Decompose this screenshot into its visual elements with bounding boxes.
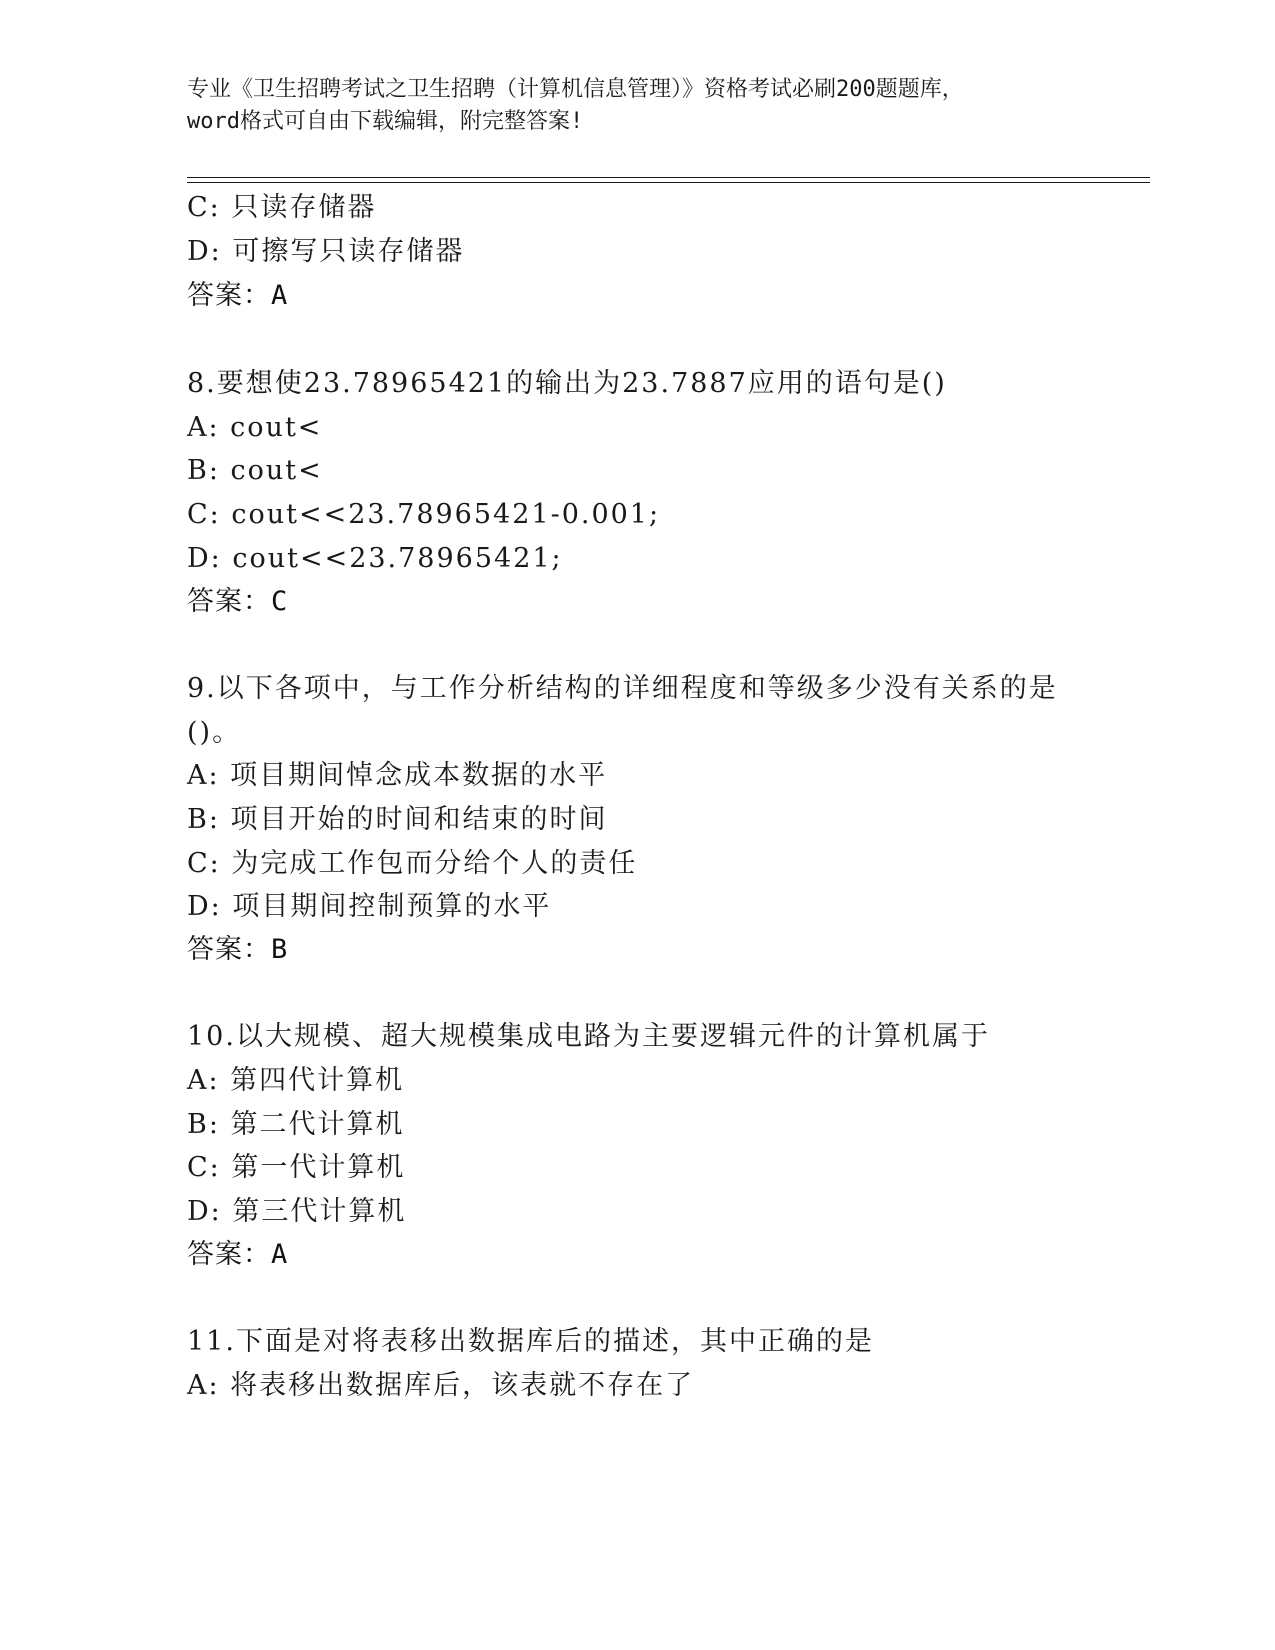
q8-question: 8.要想使23.78965421的输出为23.7887应用的语句是(): [187, 368, 947, 399]
q10-option-c: C: 第一代计算机: [187, 1152, 406, 1183]
q8-option-d: D: cout<<23.78965421;: [187, 543, 563, 574]
q11-option-a: A: 将表移出数据库后，该表就不存在了: [187, 1370, 695, 1401]
header-divider-top: [187, 177, 1150, 178]
header-divider-bottom: [187, 182, 1150, 183]
q9-option-c: C: 为完成工作包而分给个人的责任: [187, 848, 638, 879]
header-line-2: word格式可自由下载编辑，附完整答案!: [187, 109, 584, 134]
q8-option-b: B: cout<: [187, 455, 323, 486]
document-header: [187, 74, 1087, 138]
answer-label: 答案：: [187, 280, 271, 311]
q9-option-a: A: 项目期间悼念成本数据的水平: [187, 760, 608, 791]
q9-option-b: B: 项目开始的时间和结束的时间: [187, 804, 608, 835]
q10-question: 10.以大规模、超大规模集成电路为主要逻辑元件的计算机属于: [187, 1021, 990, 1052]
answer-label: 答案：: [187, 1239, 271, 1270]
q9-question-line-1: 9.以下各项中，与工作分析结构的详细程度和等级多少没有关系的是: [187, 673, 1058, 704]
q7-answer: [187, 278, 288, 314]
answer-value: A: [271, 1239, 289, 1270]
q11-question: 11.下面是对将表移出数据库后的描述，其中正确的是: [187, 1326, 874, 1357]
q8-option-a: A: cout<: [187, 412, 323, 443]
answer-value: C: [271, 586, 289, 617]
q10-option-b: B: 第二代计算机: [187, 1109, 405, 1140]
q10-answer: [187, 1237, 288, 1273]
q7-option-c: C: 只读存储器: [187, 192, 377, 223]
q9-answer: [187, 932, 288, 968]
q9-question-line-2: ()。: [187, 717, 242, 748]
q9-option-d: D: 项目期间控制预算的水平: [187, 891, 552, 922]
answer-value: A: [271, 280, 289, 311]
q8-option-c: C: cout<<23.78965421-0.001;: [187, 499, 661, 530]
header-line-1: 专业《卫生招聘考试之卫生招聘（计算机信息管理）》资格考试必刷200题题库，: [187, 77, 964, 102]
q8-answer: [187, 584, 288, 620]
answer-value: B: [271, 934, 289, 965]
answer-label: 答案：: [187, 934, 271, 965]
q7-option-d: D: 可擦写只读存储器: [187, 236, 465, 267]
q10-option-d: D: 第三代计算机: [187, 1196, 407, 1227]
q10-option-a: A: 第四代计算机: [187, 1065, 405, 1096]
answer-label: 答案：: [187, 586, 271, 617]
